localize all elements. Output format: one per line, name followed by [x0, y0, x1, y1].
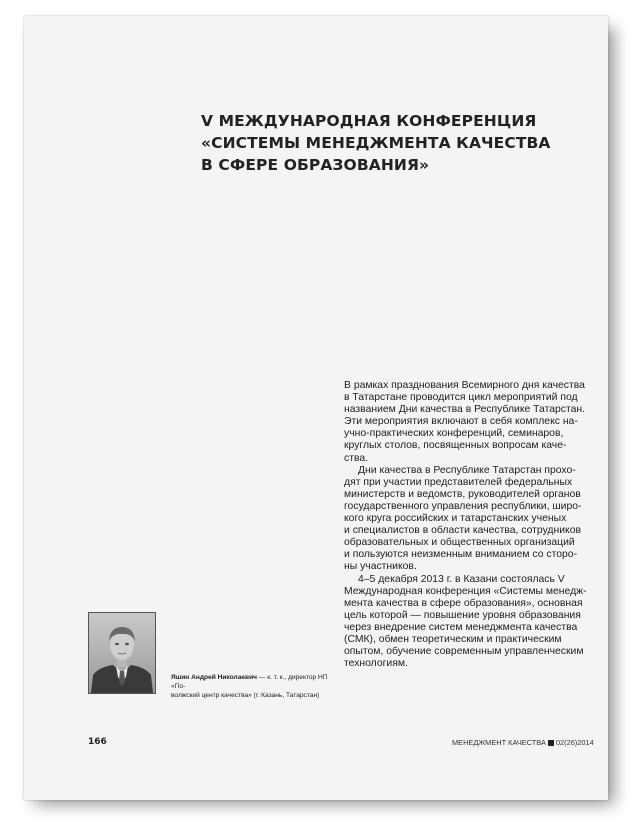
- author-portrait: [89, 613, 155, 693]
- body-line: В рамках празднования Всемирного дня качества: [344, 380, 585, 391]
- body-line: кого круга российских и татарстанских ученых: [344, 513, 567, 525]
- body-line: 4–5 декабря 2013 г. в Казани состоялась V: [358, 573, 565, 585]
- body-line: государственного управления республики, широ-: [344, 500, 582, 512]
- body-line: дят при участии представителей федеральных: [344, 476, 573, 488]
- page-number: 166: [88, 737, 107, 747]
- body-line: и пользуются неизменным вниманием со сторо-: [344, 549, 578, 561]
- body-line: через внедрение систем менеджмента качества: [344, 621, 578, 633]
- body-line: Международная конференция «Системы менедж-: [344, 585, 587, 597]
- article-body: [344, 380, 587, 670]
- body-line: цель которой — повышение уровня образования: [344, 609, 581, 621]
- author-name: Яшин Андрей Николаевич: [171, 674, 257, 681]
- body-line: в Татарстане проводится цикл мероприятий под: [344, 392, 578, 404]
- title-line: V МЕЖДУНАРОДНАЯ КОНФЕРЕНЦИЯ: [201, 112, 537, 130]
- body-line: министерств и ведомств, руководителей органов: [344, 488, 581, 500]
- body-line: и специалистов в области качества, сотрудников: [344, 525, 581, 537]
- author-credentials: — к. т. к., директор НП «По-: [171, 674, 328, 691]
- author-photo: [88, 612, 156, 694]
- title-line: «СИСТЕМЫ МЕНЕДЖМЕНТА КАЧЕСТВА: [201, 134, 551, 152]
- body-line: мента качества в сфере образования», основная: [344, 597, 583, 609]
- body-line: опытом, обучение современным управленческим: [344, 646, 584, 658]
- author-caption: [171, 673, 331, 701]
- body-line: ства.: [344, 452, 369, 464]
- body-line: образовательных и общественных организаций: [344, 537, 575, 549]
- title-line: В СФЕРЕ ОБРАЗОВАНИЯ»: [201, 156, 430, 174]
- journal-footer: [452, 738, 594, 747]
- body-line: названием Дни качества в Республике Татарстан.: [344, 404, 586, 416]
- body-line: круглых столов, посвященных вопросам каче-: [344, 440, 567, 452]
- body-line: учно-практических конференций, семинаров,: [344, 428, 564, 440]
- body-line: Эти мероприятия включают в себя комплекс на-: [344, 416, 578, 428]
- square-icon: [548, 740, 554, 746]
- journal-issue: 02(26)2014: [555, 738, 594, 747]
- article-title: [201, 110, 561, 176]
- journal-name: МЕНЕДЖМЕНТ КАЧЕСТВА: [452, 738, 546, 747]
- body-line: технологиям.: [344, 658, 408, 670]
- body-line: (СМК), обмен теоретическим и практическим: [344, 633, 562, 645]
- body-line: Дни качества в Республике Татарстан прохо-: [358, 464, 576, 476]
- author-affiliation: волжский центр качества» (г. Казань, Татарстан): [171, 692, 320, 700]
- body-line: ны участников.: [344, 561, 417, 573]
